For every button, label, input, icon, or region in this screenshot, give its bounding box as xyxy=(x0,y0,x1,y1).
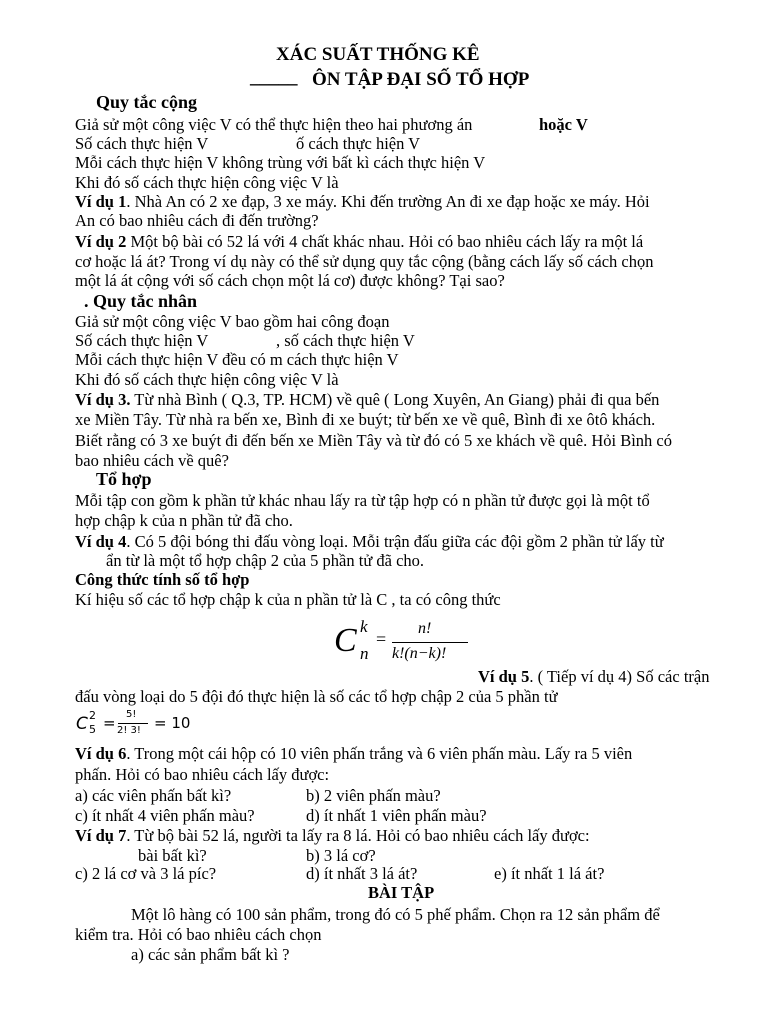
exercise-line: Một lô hàng có 100 sản phẩm, trong đó có 5 phế phẩm. Chọn ra 12 sản phẩm để xyxy=(131,905,660,924)
example-7-option-d: d) ít nhất 3 lá át? xyxy=(306,864,418,883)
multiplication-rule-line: Số cách thực hiện V xyxy=(75,331,209,350)
ex5-superscript: 2 xyxy=(89,709,96,722)
example-1-line: An có bao nhiêu cách đi đến trường? xyxy=(75,211,319,230)
section-heading-multiplication-rule: . Quy tắc nhân xyxy=(84,291,198,311)
multiplication-rule-line: Giả sử một công việc V bao gồm hai công đoạn xyxy=(75,312,390,331)
example-6-line: phấn. Hỏi có bao nhiêu cách lấy được: xyxy=(75,765,330,784)
example-1-text: . Nhà An có 2 xe đạp, 3 xe máy. Khi đến trường An đi xe đạp hoặc xe máy. Hỏi xyxy=(126,192,650,211)
document-subtitle: ÔN TẬP ĐẠI SỐ TỔ HỢP xyxy=(312,69,530,90)
formula-denominator: k!(n−k)! xyxy=(392,645,447,662)
example-4-line: ẩn từ là một tổ hợp chập 2 của 5 phần tử đã cho. xyxy=(106,551,425,570)
addition-rule-line: Mỗi cách thực hiện V không trùng với bất kì cách thực hiện V xyxy=(75,153,486,172)
formula-equals: = xyxy=(376,629,387,649)
exercises-heading: BÀI TẬP xyxy=(368,883,435,902)
example-3-line: bao nhiêu cách về quê? xyxy=(75,451,229,470)
ex5-subscript: 5 xyxy=(89,723,96,736)
ex5-fraction-bar xyxy=(118,723,148,724)
ex5-c-symbol: C xyxy=(76,714,88,734)
example-3-line: xe Miền Tây. Từ nhà ra bến xe, Bình đi xe buýt; từ bến xe về quê, Bình đi xe ôtô khách. xyxy=(75,410,656,429)
formula-fraction-bar xyxy=(392,642,468,643)
exercise-option-a: a) các sản phẩm bất kì ? xyxy=(131,945,290,964)
example-7-option-b: b) 3 lá cơ? xyxy=(306,846,376,865)
example-4-text: . Có 5 đội bóng thi đấu vòng loại. Mỗi trận đấu giữa các đội gồm 2 phần tử lấy từ xyxy=(126,532,664,551)
addition-rule-or-label: hoặc V xyxy=(539,115,588,134)
example-6-line xyxy=(75,744,632,763)
example-7-text: . Từ bộ bài 52 lá, người ta lấy ra 8 lá. Hỏi có bao nhiêu cách lấy được: xyxy=(126,826,590,845)
exercise-line: kiểm tra. Hỏi có bao nhiêu cách chọn xyxy=(75,925,322,944)
ex5-numerator: 5! xyxy=(126,709,137,720)
addition-rule-line: ố cách thực hiện V xyxy=(296,134,421,153)
section-heading-combination: Tổ hợp xyxy=(96,469,152,489)
example-4-line xyxy=(75,532,664,551)
formula-superscript-k: k xyxy=(360,617,368,636)
example-7-option-a: bài bất kì? xyxy=(138,846,207,865)
ex5-equals: = xyxy=(103,714,116,732)
example-7-option-c: c) 2 lá cơ và 3 lá píc? xyxy=(75,864,217,883)
section-heading-addition-rule: Quy tắc cộng xyxy=(96,92,197,112)
example-6-text: . Trong một cái hộp có 10 viên phấn trắng và 6 viên phấn màu. Lấy ra 5 viên xyxy=(126,744,633,763)
example-2-text: Một bộ bài có 52 lá với 4 chất khác nhau. Hỏi có bao nhiêu cách lấy ra một lá xyxy=(126,232,644,251)
example-6-option-a: a) các viên phấn bất kì? xyxy=(75,786,232,805)
example-2-line: cơ hoặc lá át? Trong ví dụ này có thể sử dụng quy tắc cộng (bằng cách lấy số cách chọn xyxy=(75,252,654,271)
combination-definition-line: hợp chập k của n phần tử đã cho. xyxy=(75,511,293,530)
example-1-line xyxy=(75,192,650,211)
example-2-label: Ví dụ 2 xyxy=(75,232,127,251)
addition-rule-line: Khi đó số cách thực hiện công việc V là xyxy=(75,173,339,192)
example-7-option-e: e) ít nhất 1 lá át? xyxy=(494,864,605,883)
example-6-option-d: d) ít nhất 1 viên phấn màu? xyxy=(306,806,487,825)
formula-c-symbol: C xyxy=(334,622,357,659)
example-1-label: Ví dụ 1 xyxy=(75,192,127,211)
example-3-text: Từ nhà Bình ( Q.3, TP. HCM) về quê ( Long Xuyên, An Giang) phải đi qua bến xyxy=(130,390,660,409)
addition-rule-line: Giả sử một công việc V có thể thực hiện theo hai phương án xyxy=(75,115,473,134)
multiplication-rule-line: Khi đó số cách thực hiện công việc V là xyxy=(75,370,339,389)
ex5-denominator: 2! 3! xyxy=(117,725,141,736)
example-3-line xyxy=(75,390,659,409)
document-title: XÁC SUẤT THỐNG KÊ xyxy=(276,44,480,65)
addition-rule-line: Số cách thực hiện V xyxy=(75,134,209,153)
formula-heading: Công thức tính số tổ hợp xyxy=(75,570,250,589)
example-5-formula xyxy=(76,708,206,740)
example-5-line: đấu vòng loại do 5 đội đó thực hiện là số các tổ hợp chập 2 của 5 phần tử xyxy=(75,687,558,706)
formula-subscript-n: n xyxy=(360,644,369,663)
example-2-line xyxy=(75,232,643,251)
subtitle-blank: _____ xyxy=(250,67,298,88)
example-4-label: Ví dụ 4 xyxy=(75,532,127,551)
example-5-label: Ví dụ 5 xyxy=(478,667,530,686)
combination-definition-line: Mỗi tập con gồm k phần tử khác nhau lấy ra từ tập hợp có n phần tử được gọi là một tổ xyxy=(75,491,650,510)
ex5-result: = 10 xyxy=(154,714,191,732)
formula-intro: Kí hiệu số các tổ hợp chập k của n phần tử là C , ta có công thức xyxy=(75,590,501,609)
example-2-line: một lá át cộng với số cách chọn một lá cơ) được không? Tại sao? xyxy=(75,271,505,290)
example-5-line xyxy=(478,667,709,686)
example-5-text: . ( Tiếp ví dụ 4) Số các trận xyxy=(529,667,710,686)
example-7-label: Ví dụ 7 xyxy=(75,826,127,845)
multiplication-rule-line: , số cách thực hiện V xyxy=(276,331,415,350)
formula-numerator: n! xyxy=(418,620,432,637)
example-6-option-c: c) ít nhất 4 viên phấn màu? xyxy=(75,806,255,825)
example-6-label: Ví dụ 6 xyxy=(75,744,127,763)
example-3-label: Ví dụ 3. xyxy=(75,390,131,409)
example-7-line xyxy=(75,826,590,845)
example-3-line: Biết rằng có 3 xe buýt đi đến bến xe Miền Tây và từ đó có 5 xe khách về quê. Hỏi Bình có xyxy=(75,431,672,450)
combination-formula xyxy=(330,614,470,670)
multiplication-rule-line: Mỗi cách thực hiện V đều có m cách thực hiện V xyxy=(75,350,399,369)
example-6-option-b: b) 2 viên phấn màu? xyxy=(306,786,441,805)
